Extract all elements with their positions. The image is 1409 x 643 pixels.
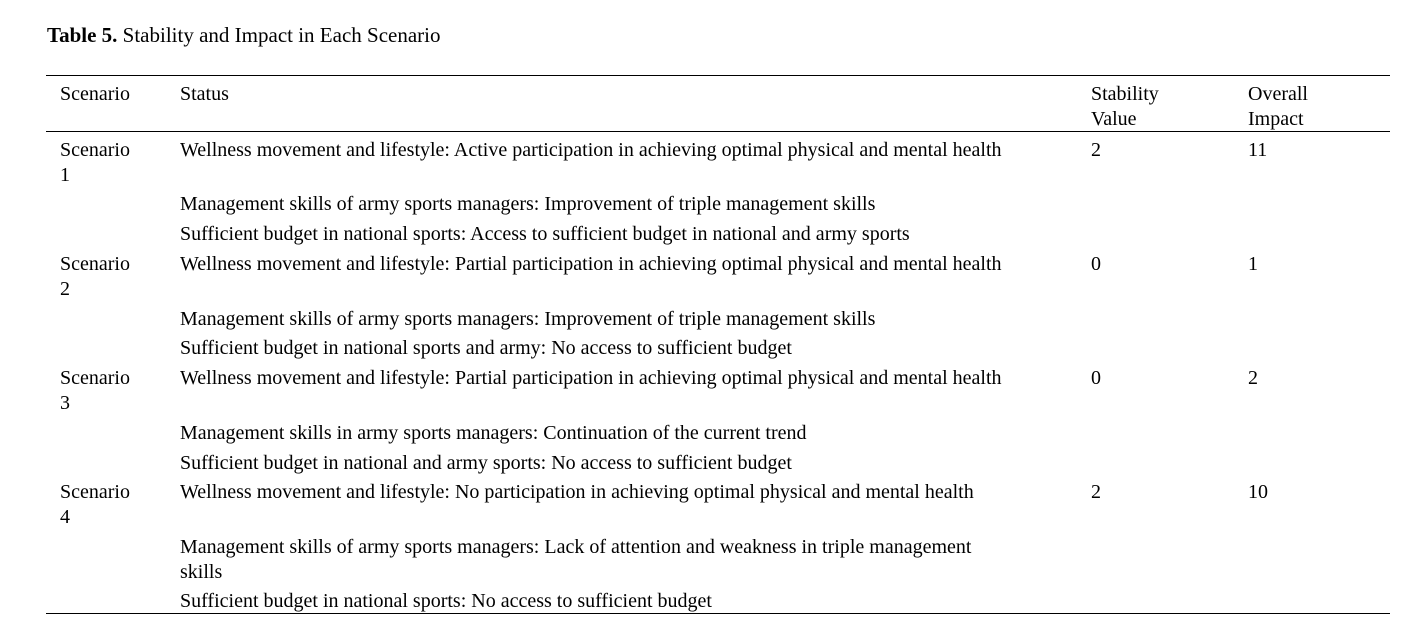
status-line: Management skills of army sports managers: Improvement of triple management skills (180, 308, 876, 330)
scenario-label: Scenario (60, 481, 130, 503)
table-row-scenario (60, 366, 160, 416)
status-line: Management skills of army sports managers: Lack of attention and weakness in triple management (180, 536, 972, 558)
status-line: Wellness movement and lifestyle: Active participation in achieving optimal physical and mental health (180, 139, 1002, 161)
scenario-label: Scenario (60, 367, 130, 389)
status-line: Sufficient budget in national and army sports: No access to sufficient budget (180, 452, 792, 474)
header-impact (1248, 82, 1368, 132)
header-status: Status (180, 83, 229, 105)
scenario-number: 4 (60, 506, 70, 528)
scenario-number: 3 (60, 392, 70, 414)
stability-value: 0 (1091, 367, 1101, 389)
table-caption-text: Stability and Impact in Each Scenario (122, 23, 441, 47)
status-line: Management skills of army sports managers: Improvement of triple management skills (180, 193, 876, 215)
header-impact-line2: Impact (1248, 108, 1304, 130)
table-caption (47, 22, 441, 48)
table-top-rule (46, 75, 1390, 76)
status-line: skills (180, 561, 223, 583)
header-stability-line1: Stability (1091, 83, 1159, 105)
status-line: Sufficient budget in national sports and army: No access to sufficient budget (180, 337, 792, 359)
table-row-scenario (60, 480, 160, 530)
table-row-scenario (60, 252, 160, 302)
overall-impact: 10 (1248, 481, 1268, 503)
header-stability (1091, 82, 1211, 132)
status-line: Sufficient budget in national sports: No access to sufficient budget (180, 590, 712, 612)
stability-value: 0 (1091, 253, 1101, 275)
status-line: Wellness movement and lifestyle: No participation in achieving optimal physical and mental health (180, 481, 974, 503)
overall-impact: 2 (1248, 367, 1258, 389)
scenario-label: Scenario (60, 253, 130, 275)
overall-impact: 11 (1248, 139, 1268, 161)
status-line: Wellness movement and lifestyle: Partial participation in achieving optimal physical and mental health (180, 367, 1002, 389)
stability-value: 2 (1091, 139, 1101, 161)
status-line: Sufficient budget in national sports: Access to sufficient budget in national and army sports (180, 223, 910, 245)
status-line: Wellness movement and lifestyle: Partial participation in achieving optimal physical and mental health (180, 253, 1002, 275)
scenario-number: 2 (60, 278, 70, 300)
stability-value: 2 (1091, 481, 1101, 503)
scenario-number: 1 (60, 164, 70, 186)
table-row-scenario (60, 138, 160, 188)
table-caption-label: Table 5. (47, 23, 118, 47)
overall-impact: 1 (1248, 253, 1258, 275)
scenario-label: Scenario (60, 139, 130, 161)
header-stability-line2: Value (1091, 108, 1137, 130)
status-line: Management skills in army sports managers: Continuation of the current trend (180, 422, 807, 444)
header-scenario: Scenario (60, 83, 130, 105)
header-impact-line1: Overall (1248, 83, 1308, 105)
